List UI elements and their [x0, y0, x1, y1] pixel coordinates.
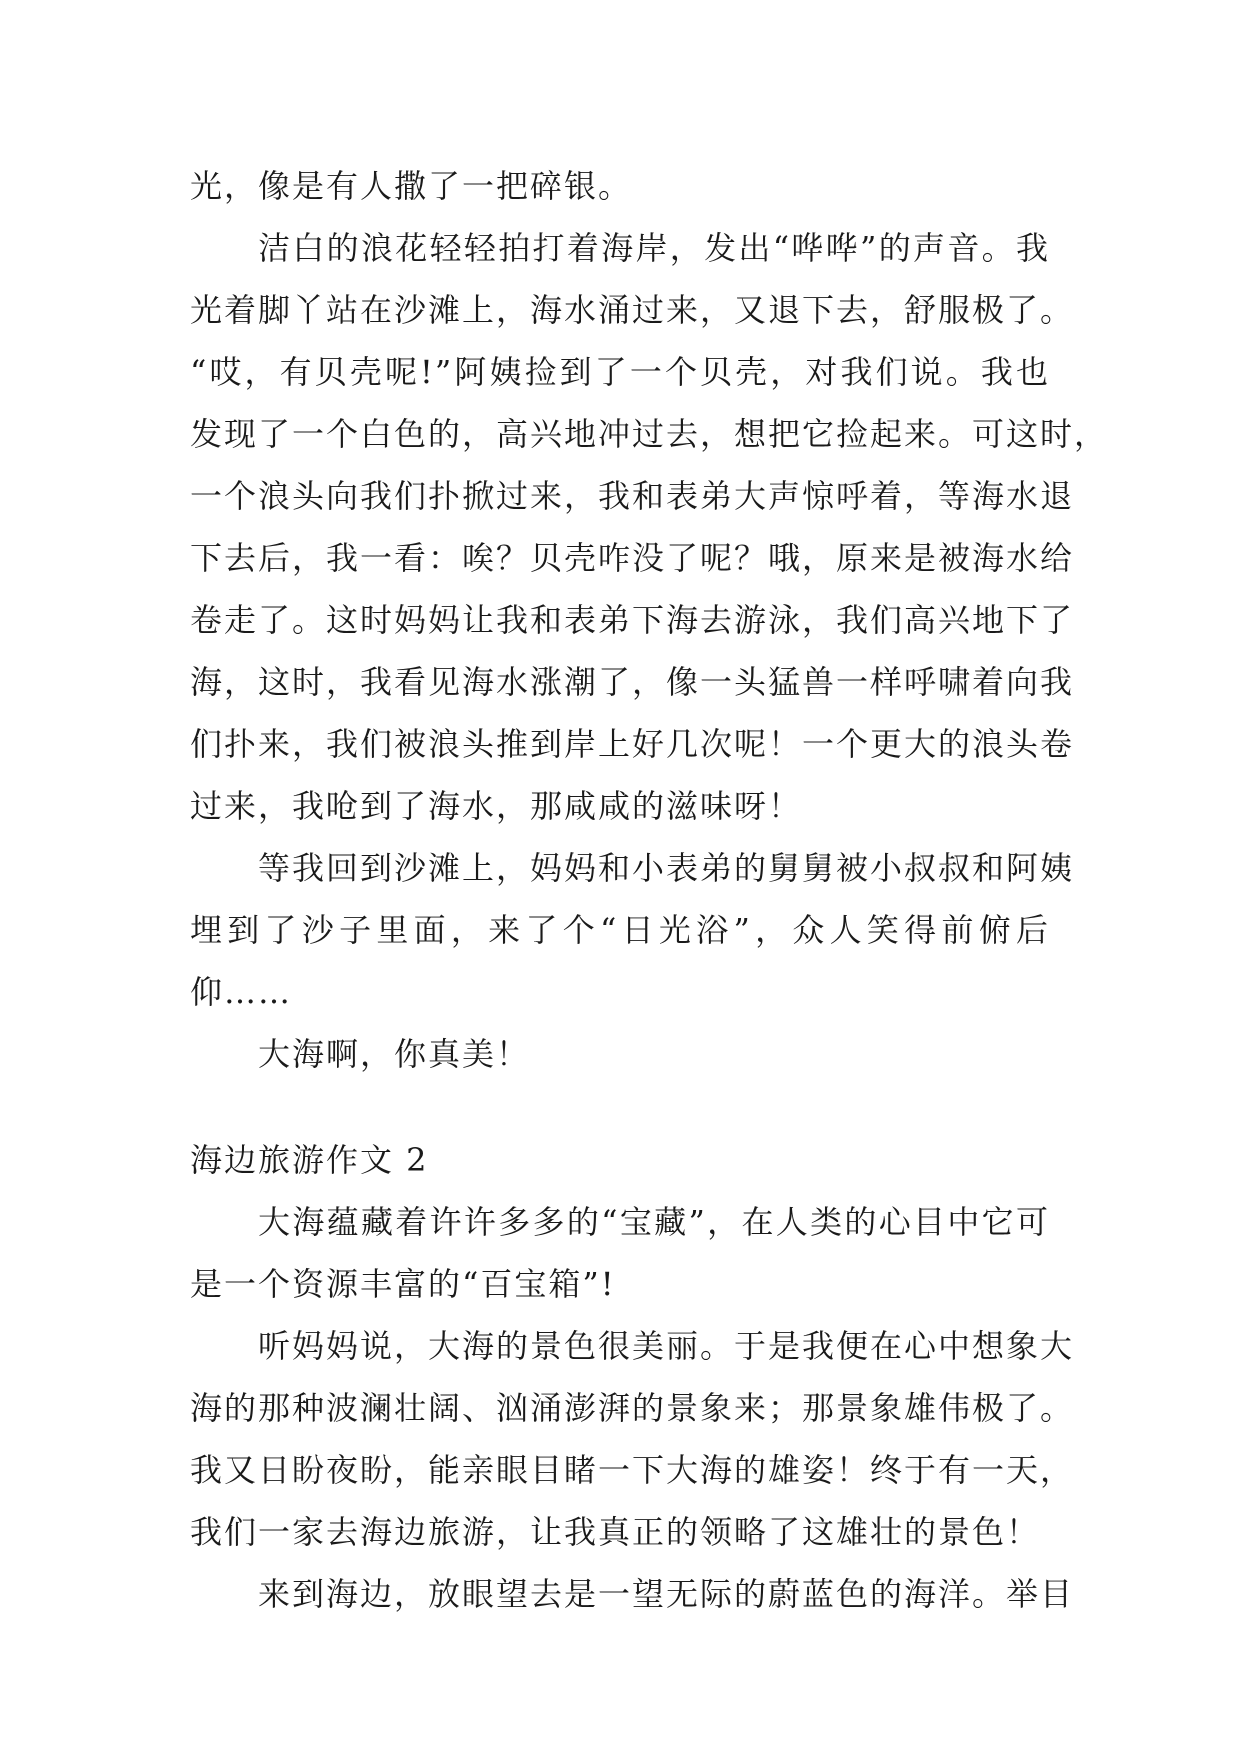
text-line [190, 341, 1050, 403]
text-line [190, 1191, 1050, 1253]
text-line [190, 1377, 1075, 1439]
text-line-content: 大海啊，你真美！ [258, 1035, 531, 1073]
text-line-content: 埋到了沙子里面，来了个“日光浴”，众人笑得前俯后 [190, 911, 1050, 949]
text-line [190, 1563, 1075, 1625]
text-line-content: 仰…… [190, 973, 293, 1011]
text-line-content: 大海蕴藏着许许多多的“宝藏”，在人类的心目中它可 [258, 1203, 1050, 1241]
essay-heading: 海边旅游作文 2 [190, 1141, 429, 1179]
text-line-content: 下去后，我一看：唉？贝壳咋没了呢？哦，原来是被海水给 [190, 539, 1075, 577]
document-body [190, 155, 1109, 1625]
text-line-content: 我们一家去海边旅游，让我真正的领略了这雄壮的景色！ [190, 1513, 1041, 1551]
text-line-content: 是一个资源丰富的“百宝箱”! [190, 1265, 616, 1303]
text-line [190, 1315, 1075, 1377]
text-line-content: 我又日盼夜盼，能亲眼目睹一下大海的雄姿！终于有一天， [190, 1451, 1075, 1489]
essay-part-two [190, 1191, 1075, 1625]
text-line-content: 海的那种波澜壮阔、汹涌澎湃的景象来；那景象雄伟极了。 [190, 1389, 1075, 1427]
text-line [190, 899, 1050, 961]
text-line [190, 403, 1109, 465]
text-line [190, 279, 1075, 341]
text-line-content: 等我回到沙滩上，妈妈和小表弟的舅舅被小叔叔和阿姨 [258, 849, 1075, 887]
text-line-content: 听妈妈说，大海的景色很美丽。于是我便在心中想象大 [258, 1327, 1075, 1365]
text-line [190, 1023, 1050, 1085]
text-line [190, 1253, 1050, 1315]
text-line-content: 过来，我呛到了海水，那咸咸的滋味呀！ [190, 787, 803, 825]
text-line-content: 光着脚丫站在沙滩上，海水涌过来，又退下去，舒服极了。 [190, 291, 1075, 329]
text-line [190, 589, 1075, 651]
text-line [190, 713, 1075, 775]
text-line [190, 217, 1050, 279]
text-line-content: 发现了一个白色的，高兴地冲过去，想把它捡起来。可这时， [190, 415, 1109, 453]
text-line [190, 1439, 1075, 1501]
text-line [190, 961, 1050, 1023]
text-line-content: 光，像是有人撒了一把碎银。 [190, 167, 633, 205]
text-line [190, 527, 1075, 589]
text-line [190, 775, 1050, 837]
text-line [190, 465, 1075, 527]
text-line-content: 们扑来，我们被浪头推到岸上好几次呢！一个更大的浪头卷 [190, 725, 1075, 763]
text-line-content: 来到海边，放眼望去是一望无际的蔚蓝色的海洋。举目 [258, 1575, 1075, 1613]
essay-part-one [190, 155, 1109, 1085]
text-line-content: 海，这时，我看见海水涨潮了，像一头猛兽一样呼啸着向我 [190, 663, 1075, 701]
text-line-content: 洁白的浪花轻轻拍打着海岸，发出“哗哗”的声音。我 [258, 229, 1050, 267]
section-gap [190, 1085, 1050, 1129]
text-line-content: 一个浪头向我们扑掀过来，我和表弟大声惊呼着，等海水退 [190, 477, 1075, 515]
text-line [190, 1501, 1050, 1563]
text-line [190, 155, 1050, 217]
text-line-content: 卷走了。这时妈妈让我和表弟下海去游泳，我们高兴地下了 [190, 601, 1075, 639]
text-line [190, 837, 1075, 899]
text-line-content: “哎，有贝壳呢!”阿姨捡到了一个贝壳，对我们说。我也 [190, 353, 1050, 391]
text-line [190, 651, 1075, 713]
